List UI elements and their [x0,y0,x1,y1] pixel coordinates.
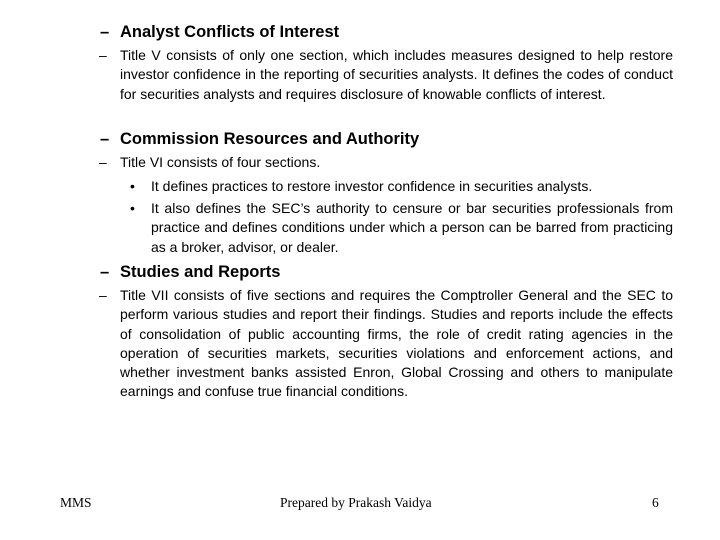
section-heading-studies-reports [100,262,280,282]
footer-author: Prepared by Prakash Vaidya [280,495,432,510]
section-heading-commission-resources [100,129,419,149]
bullet-dot: • [130,200,135,216]
section-heading-analyst-conflicts [100,22,339,42]
bullet-text: It also defines the SEC’s authority to censure or bar securities professionals from practice and defines conditions under which a person can be barred from practicing as a broker, advisor, or dealer. [151,200,673,255]
heading-text: Commission Resources and Authority [120,130,420,148]
footer-left: MMS [60,495,92,510]
bullet-item [130,199,673,257]
sub-dash: – [99,287,107,303]
page-number: 6 [652,495,659,510]
heading-dash: – [100,130,110,148]
section-body-title-vi [99,153,673,172]
body-text: Title VII consists of five sections and requires the Comptroller General and the SEC to perform various studies and report their findings. Studies and reports include the effects of consolidation of public accounting firms, the role of credit rating agencies in the operation of securities markets, securities violations and enforcement actions, and whether investment banks assisted Enron, Global Crossing and others to manipulate earnings and confuse true financial conditions. [120,287,673,400]
sub-dash: – [99,47,107,63]
heading-dash: – [100,23,110,41]
body-text: Title V consists of only one section, which includes measures designed to help restore investor confidence in the reporting of securities analysts. It defines the codes of conduct for securities analysts and requires disclosure of knowable conflicts of interest. [120,47,673,102]
bullet-text: It defines practices to restore investor confidence in securities analysts. [151,178,593,194]
sub-dash: – [99,154,107,170]
bullet-item [130,177,673,196]
body-text: Title VI consists of four sections. [120,154,321,170]
section-body-title-v [99,46,673,104]
bullet-dot: • [130,178,135,194]
section-body-title-vii [99,286,673,402]
heading-text: Analyst Conflicts of Interest [120,23,340,41]
heading-text: Studies and Reports [120,263,281,281]
heading-dash: – [100,263,110,281]
